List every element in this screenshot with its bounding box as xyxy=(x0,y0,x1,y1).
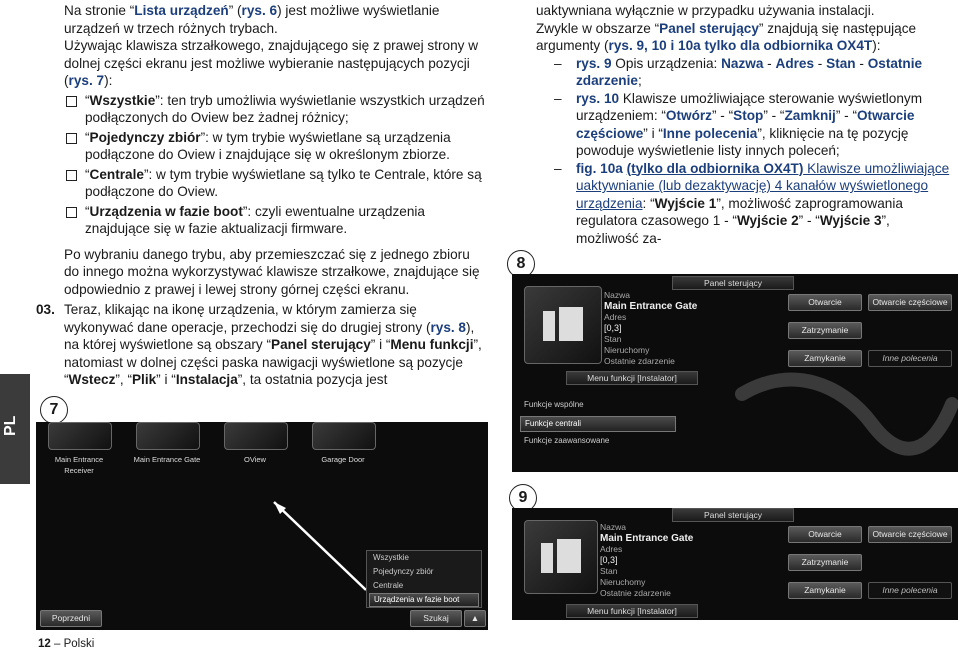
checkbox-icon xyxy=(66,96,77,107)
figure-9-label: 9 xyxy=(509,484,537,512)
function-menu-title: Menu funkcji [Instalator] xyxy=(566,371,698,385)
page-number: 12 xyxy=(38,638,51,650)
device-garage-label: Garage Door xyxy=(321,455,365,464)
stop-button[interactable]: Zatrzymanie xyxy=(788,322,862,339)
device-gate-icon xyxy=(524,286,602,364)
checkbox-icon xyxy=(66,207,77,218)
other-commands-button[interactable]: Inne polecenia xyxy=(868,582,952,599)
language-tab: PL xyxy=(2,415,19,437)
close-button[interactable]: Zamykanie xyxy=(788,350,862,367)
gate-icon xyxy=(525,521,597,593)
figure-8-label: 8 xyxy=(507,250,535,278)
page-footer: 12 – Polski xyxy=(38,638,95,650)
device-gate-label: Main Entrance Gate xyxy=(133,455,201,464)
menu-common-functions[interactable]: Funkcje wspólne xyxy=(524,400,584,409)
figure-7-label: 7 xyxy=(40,396,68,424)
menu-advanced-functions[interactable]: Funkcje zaawansowane xyxy=(524,436,610,445)
function-menu-title: Menu funkcji [Instalator] xyxy=(566,604,698,618)
open-button[interactable]: Otwarcie xyxy=(788,526,862,543)
dash-fig9: – rys. 9 Opis urządzenia: Nazwa - Adres - Stan - Ostatnie zdarzenie; xyxy=(554,55,923,88)
bullet-centrals: “Centrale”: w tym trybie wyświetlane są tylko te Centrale, które są podłączone do Oview. xyxy=(64,166,488,201)
other-commands-button[interactable]: Inne polecenia xyxy=(868,350,952,367)
step-03: 03. Teraz, klikając na ikonę urządzenia, w którym zamierza się wykonywać dane operacje, przechodzi się do drugiej strony (rys. 8), na której wyświetlone są obszary “Panel sterujący” i “Menu funkcji”, natomiast w dolnej części paska nawigacji wyświetlone są pozycje “Wstecz”, “Plik” i “Instalacja”, ta ostatnia pozycja jest xyxy=(36,302,482,387)
mode-paragraph: Po wybraniu danego trybu, aby przemieszczać się z jednego zbioru do innego można wykorzystywać klawisze strzałkowe, znajdujące się odpowiednio z prawej i lewej strony górnej części ekranu. xyxy=(64,246,480,297)
dropdown-boot-devices[interactable]: Urządzenia w fazie boot xyxy=(369,593,479,607)
dash-fig10a: – fig. 10a (tylko dla odbiornika OX4T) Klawisze umożliwiające uaktywnianie (lub dezaktywację) 4 kanałów wyświetlonego urządzenia: “Wyjście 1”, możliwość zaprogramowania regulatora czasowego 1 - “Wyjście 2” - “Wyjście 3”, możliwość za- xyxy=(554,160,950,246)
stop-button[interactable]: Zatrzymanie xyxy=(788,554,862,571)
right-line1: uaktywniana wyłącznie w przypadku używania instalacji. xyxy=(536,3,875,18)
gate-icon xyxy=(525,287,601,363)
right-column xyxy=(536,2,956,247)
screenshot-fig9 xyxy=(512,508,958,620)
control-panel-title: Panel sterujący xyxy=(672,508,794,522)
dash-fig10: – rys. 10 Klawisze umożliwiające sterowanie wyświetlonym urządzeniem: “Otwórz” - “Stop” - “Zamknij” - “Otwarcie częściowe” i “Inne polecenia”, kliknięcie na tę pozycję powoduje wyświetlenie listy innych poleceń; xyxy=(554,90,923,158)
search-button[interactable]: Szukaj xyxy=(410,610,462,627)
partial-open-button[interactable]: Otwarcie częściowe xyxy=(868,294,952,311)
intro-paragraph: Na stronie “Lista urządzeń” (rys. 6) jest możliwe wyświetlanie urządzeń w trzech różnych trybach. xyxy=(64,3,440,36)
control-panel-title: Panel sterujący xyxy=(672,276,794,290)
mode-dropdown xyxy=(366,550,482,608)
device-info: Nazwa Main Entrance Gate Adres [0,3] Stan Nieruchomy Ostatnie zdarzenie xyxy=(604,290,698,366)
dropdown-single-set[interactable]: Pojedynczy zbiór xyxy=(373,567,434,576)
screenshot-fig8 xyxy=(512,274,958,472)
bullet-all: “Wszystkie”: ten tryb umożliwia wyświetlanie wszystkich urządzeń podłączonych do Oview bez żadnej różnicy; xyxy=(64,92,488,127)
right-paragraph: Zwykle w obszarze “Panel sterujący” znajdują się następujące argumenty (rys. 9, 10 i 10a tylko dla odbiornika OX4T): xyxy=(536,20,917,53)
open-button[interactable]: Otwarcie xyxy=(788,294,862,311)
dropdown-centrals[interactable]: Centrale xyxy=(373,581,404,590)
scroll-up-button[interactable]: ▲ xyxy=(464,610,486,627)
device-receiver-label: Main Entrance Receiver xyxy=(54,455,104,475)
device-gate-icon xyxy=(524,520,598,594)
step-number: 03. xyxy=(36,302,55,317)
screenshot-fig7 xyxy=(36,422,488,630)
checkbox-icon xyxy=(66,170,77,181)
footer-language: Polski xyxy=(63,638,95,650)
left-column xyxy=(36,2,488,389)
previous-button[interactable]: Poprzedni xyxy=(40,610,102,627)
dropdown-all[interactable]: Wszystkie xyxy=(373,553,409,562)
partial-open-button[interactable]: Otwarcie częściowe xyxy=(868,526,952,543)
device-oview-label: OView xyxy=(244,455,266,464)
bullet-boot: “Urządzenia w fazie boot”: czyli ewentualne urządzenia znajdujące się w fazie aktualizacji firmware. xyxy=(64,203,488,238)
arrow-key-paragraph: Używając klawisza strzałkowego, znajdującego się z prawej strony w dolnej części ekranu jest możliwe wybieranie następujących pozycji (rys. 7): xyxy=(64,38,479,88)
close-button[interactable]: Zamykanie xyxy=(788,582,862,599)
bullet-single-set: “Pojedynczy zbiór”: w tym trybie wyświetlane są urządzenia podłączone do Oview i znajdujące się w określonym zbiorze. xyxy=(64,129,488,164)
checkbox-icon xyxy=(66,133,77,144)
device-info: Nazwa Main Entrance Gate Adres [0,3] Stan Nieruchomy Ostatnie zdarzenie xyxy=(600,522,694,598)
menu-central-functions[interactable]: Funkcje centrali xyxy=(520,416,676,432)
